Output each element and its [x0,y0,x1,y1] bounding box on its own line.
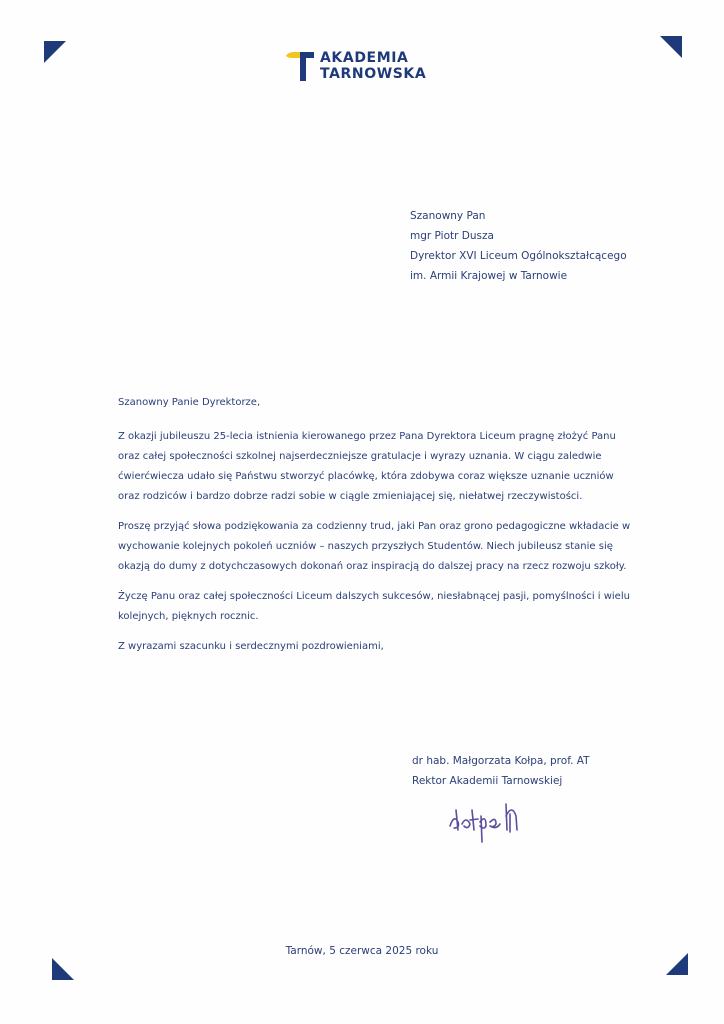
corner-triangle-top-right-icon [660,36,682,58]
academy-logo-icon [286,50,314,82]
corner-triangle-top-left-icon [44,41,66,63]
signatory-block [412,751,590,791]
letter-paragraph: Z okazji jubileuszu 25-lecia istnienia kierowanego przez Pana Dyrektora Liceum pragnę złożyć Panu oraz całej społeczności szkolnej najserdeczniejsze gratulacje i wyrazy uznania. W ciągu zaledwie ćwierćwiecza udało się Państwu stworzyć placówkę, która zdobywa coraz większe uznanie uczniów oraz rodziców i bardzo dobrze radzi sobie w ciągle zmieniającej się, niełatwej rzeczywistości. [118,431,616,502]
salutation: Szanowny Panie Dyrektorze, [118,397,261,408]
signatory-title: Rektor Akademii Tarnowskiej [412,775,563,787]
logo-line-1: AKADEMIA [320,50,409,66]
letter-paragraph: Życzę Panu oraz całej społeczności Liceum dalszych sukcesów, niesłabnącej pasji, pomyślności i wielu kolejnych, pięknych rocznic. [118,591,630,622]
letter-paragraph: Proszę przyjąć słowa podziękowania za codzienny trud, jaki Pan oraz grono pedagogiczne wkładacie w wychowanie kolejnych pokoleń uczniów – naszych przyszłych Studentów. Niech jubileusz stanie się okazją do dumy z dotychczasowych dokonań oraz inspiracją do dalszej pracy na rzecz rozwoju szkoły. [118,521,631,572]
recipient-line: Dyrektor XVI Liceum Ogólnokształcącego [410,250,627,262]
academy-logo [286,50,426,82]
recipient-line: Szanowny Pan [410,210,486,222]
corner-triangle-bottom-left-icon [52,958,74,980]
closing-line: Z wyrazami szacunku i serdecznymi pozdrowieniami, [118,641,384,652]
signatory-name: dr hab. Małgorzata Kołpa, prof. AT [412,755,590,767]
logo-line-2: TARNOWSKA [320,66,427,82]
recipient-line: im. Armii Krajowej w Tarnowie [410,270,568,282]
letter-body [118,393,638,667]
recipient-address [410,206,627,286]
handwritten-signature-icon [446,796,556,846]
place-and-date: Tarnów, 5 czerwca 2025 roku [285,945,439,957]
recipient-line: mgr Piotr Dusza [410,230,494,242]
